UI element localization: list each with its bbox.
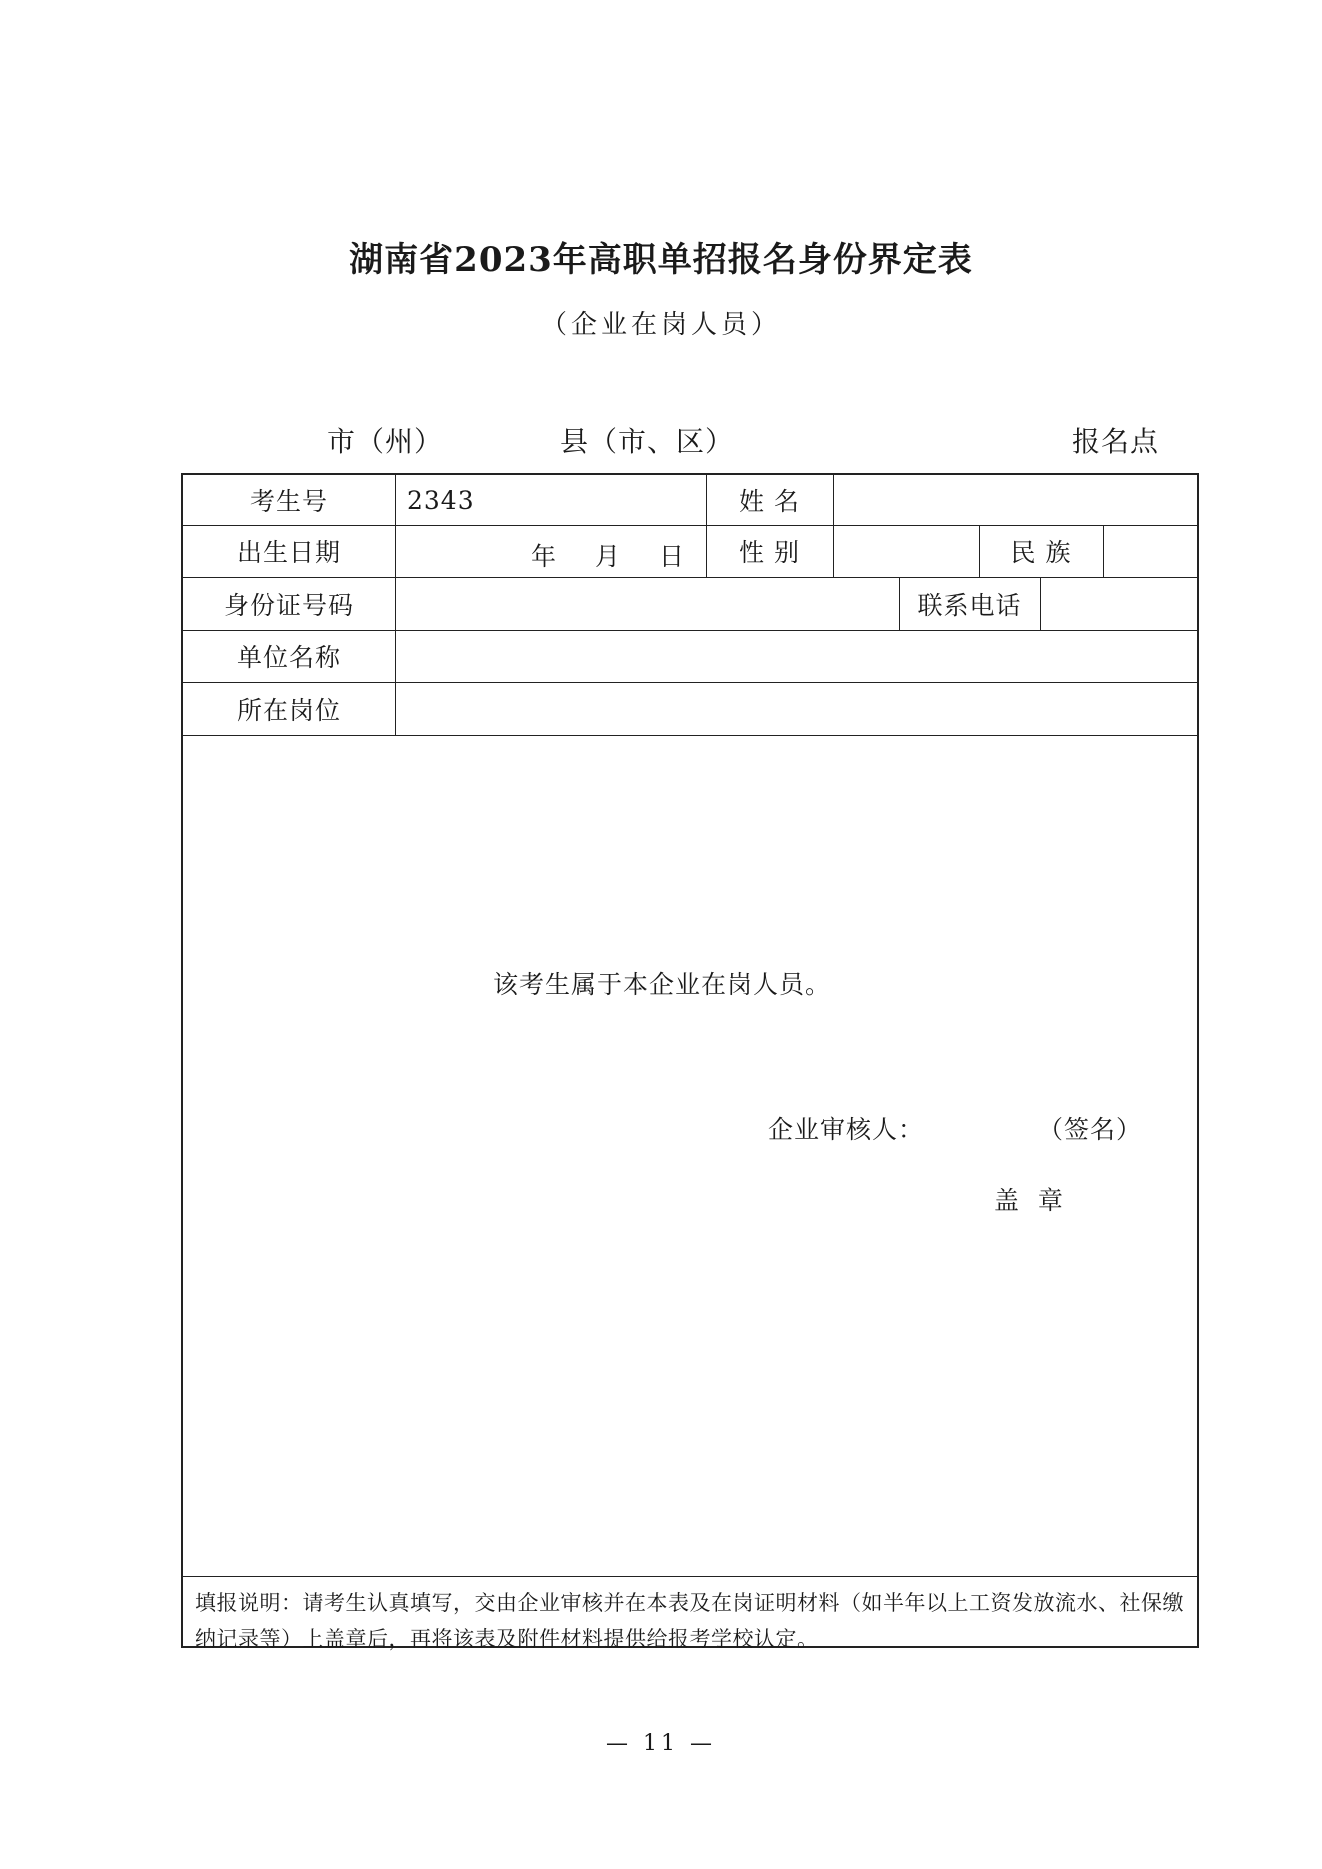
year-unit: 年 [531, 542, 557, 571]
seal-label: 盖 章 [994, 1186, 1064, 1215]
county-label: 县（市、区） [560, 425, 735, 458]
day-unit: 日 [659, 542, 685, 571]
page-number: — 11 — [606, 1731, 716, 1756]
exam-number-field[interactable]: 2343 [407, 485, 475, 515]
position-label: 所在岗位 [236, 695, 341, 725]
certification-statement: 该考生属于本企业在岗人员。 [493, 970, 832, 999]
ethnicity-field[interactable] [1103, 525, 1185, 577]
filling-instructions: 填报说明：请考生认真填写，交由企业审核并在本表及在岗证明材料（如半年以上工资发放流水、社保缴纳记录等）上盖章后，再将该表及附件材料提供给报考学校认定。 [195, 1591, 1184, 1651]
row-divider [183, 735, 1197, 736]
page-subtitle: （企业在岗人员） [540, 310, 781, 340]
exam-number-label: 考生号 [249, 487, 328, 516]
id-number-label: 身份证号码 [223, 590, 354, 620]
birth-date-label: 出生日期 [236, 538, 341, 567]
ethnicity-label: 民 族 [1010, 538, 1072, 567]
employer-name-label: 单位名称 [236, 643, 341, 672]
month-unit: 月 [595, 542, 621, 571]
position-field[interactable] [395, 682, 1185, 735]
row-divider [183, 1576, 1197, 1577]
birth-date-field[interactable] [395, 525, 706, 577]
phone-field[interactable] [1040, 577, 1185, 630]
name-field[interactable] [833, 475, 1197, 525]
site-label: 报名点 [1072, 425, 1160, 458]
signature-hint: （签名） [1038, 1115, 1143, 1144]
phone-label: 联系电话 [917, 590, 1022, 620]
gender-label: 性 别 [739, 538, 800, 567]
page-title: 湖南省2023年高职单招报名身份界定表 [349, 240, 973, 280]
reviewer-signature-field[interactable] [918, 1107, 1038, 1143]
city-label: 市（州） [327, 425, 444, 458]
id-number-field[interactable] [395, 577, 899, 630]
gender-field[interactable] [833, 525, 979, 577]
name-label: 姓 名 [739, 487, 800, 516]
reviewer-label: 企业审核人： [768, 1115, 925, 1144]
identity-form-table [181, 473, 1199, 1651]
employer-name-field[interactable] [395, 630, 1185, 682]
